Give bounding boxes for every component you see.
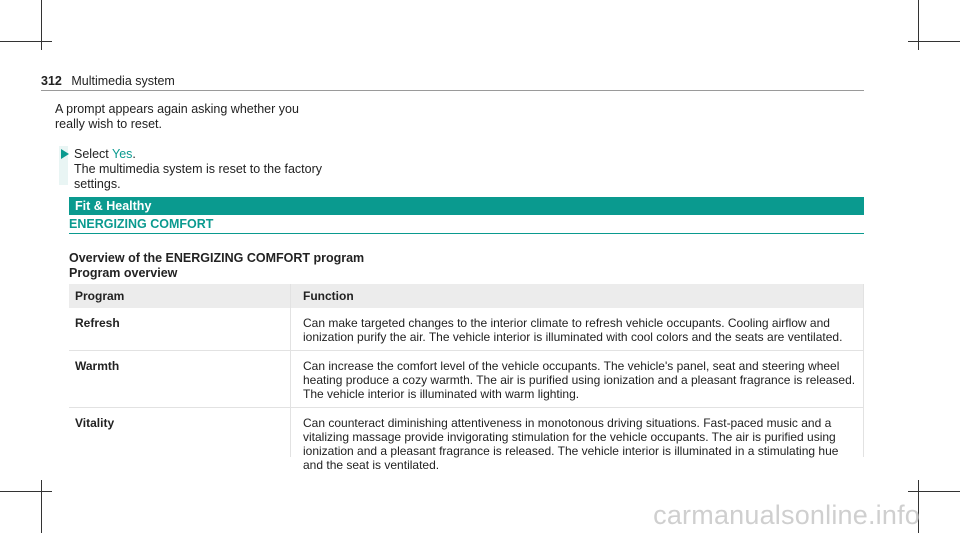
overview-subtitle: Program overview — [69, 266, 178, 280]
program-name: Refresh — [69, 308, 297, 351]
table-row — [69, 308, 864, 351]
program-function: Can counteract diminishing attentiveness in monotonous driving situations. Fast-paced music and a vitalizing massage provide invigorating stimulation for the vehicle occupants. The air is purified using ionization and a pleasant fragrance is released. The vehicle interior is illuminated in a stimulating hue and the seat is ventilated. — [303, 416, 839, 472]
step-arrow-icon — [61, 149, 69, 159]
subsection-title: ENERGIZING COMFORT — [69, 217, 214, 231]
page-number: 312 — [41, 74, 62, 88]
crop-mark — [908, 41, 960, 42]
crop-mark — [41, 0, 42, 50]
table-row — [69, 351, 864, 408]
intro-paragraph: A prompt appears again asking whether you really wish to reset. — [55, 102, 299, 131]
overview-title: Overview of the ENERGIZING COMFORT program — [69, 251, 365, 265]
program-name: Warmth — [69, 351, 297, 408]
table-right-border — [863, 284, 864, 457]
overview-heading — [69, 251, 364, 281]
yes-option-link[interactable]: Yes — [112, 147, 133, 161]
crop-mark — [0, 491, 52, 492]
header-divider — [41, 90, 864, 91]
step-select-prefix: Select — [74, 147, 112, 161]
crop-mark — [0, 41, 52, 42]
program-name: Vitality — [75, 416, 115, 430]
program-function: Can increase the comfort level of the vehicle occupants. The vehicle's panel, seat and steering wheel heating produce a cozy warmth. The air is purified using ionization and a pleasant fragrance is released. The vehicle interior is illuminated with warm lighting. — [297, 351, 864, 408]
table-row — [69, 408, 864, 479]
table-column-divider — [290, 284, 291, 457]
table-header-row — [69, 284, 864, 308]
program-table — [69, 284, 864, 478]
column-header-program: Program — [69, 284, 297, 308]
program-function: Can make targeted changes to the interior climate to refresh vehicle occupants. Cooling airflow and ionization purify the air. The vehicle interior is illuminated with cool colors and the seats are ventilated. — [297, 308, 864, 351]
column-header-function: Function — [297, 284, 864, 308]
step-result: The multimedia system is reset to the factory settings. — [74, 162, 323, 191]
instruction-step — [74, 147, 334, 192]
crop-mark — [908, 491, 960, 492]
subsection-divider — [69, 233, 864, 234]
page-header — [41, 74, 175, 88]
crop-mark — [918, 0, 919, 50]
header-section: Multimedia system — [71, 74, 175, 88]
section-title-bar: Fit & Healthy — [69, 197, 864, 215]
watermark-text: carmanualsonline.info — [653, 500, 920, 530]
crop-mark — [41, 480, 42, 533]
step-select-suffix: . — [132, 147, 136, 161]
